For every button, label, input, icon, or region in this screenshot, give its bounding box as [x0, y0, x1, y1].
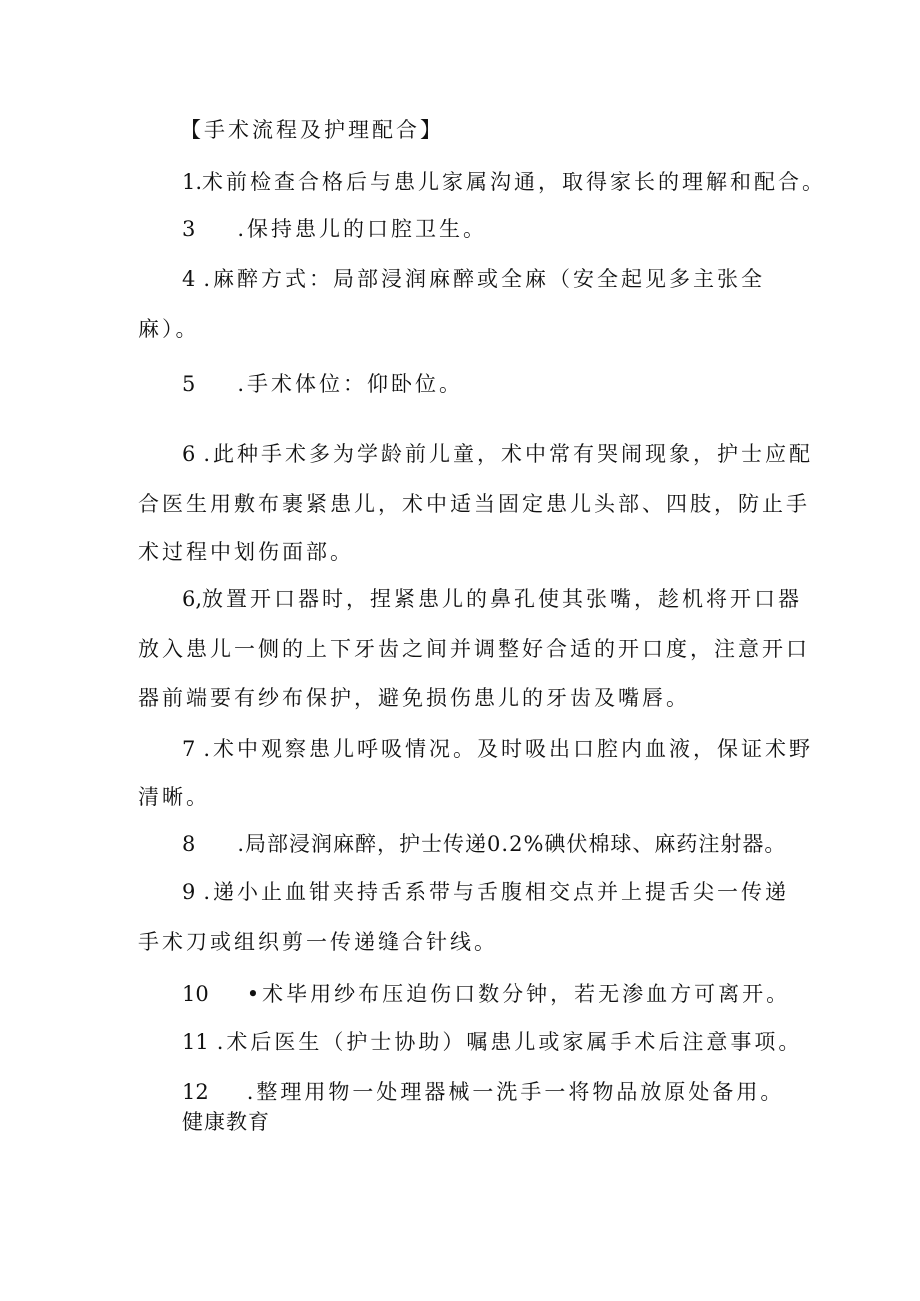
item-text: .手术体位：仰卧位。 — [237, 372, 464, 396]
item-text: .局部浸润麻醉，护士传递0.2%碘伏棉球、麻药注射器。 — [237, 832, 787, 856]
list-item-continuation: 清晰。 — [138, 785, 210, 809]
list-item-continuation: 器前端要有纱布保护，避免损伤患儿的牙齿及嘴唇。 — [138, 686, 690, 710]
list-item — [182, 585, 802, 613]
item-number: 12 — [182, 1080, 209, 1104]
item-number: 6 — [182, 442, 196, 466]
list-item-continuation: 术过程中划伤面部。 — [138, 540, 354, 564]
item-text: .保持患儿的口腔卫生。 — [237, 217, 488, 241]
item-text: 放置开口器时，捏紧患儿的鼻孔使其张嘴，趁机将开口器 — [202, 587, 803, 611]
list-item — [182, 265, 765, 293]
list-item — [182, 1078, 784, 1106]
item-number: 7 — [182, 737, 196, 761]
item-number: 4 — [182, 267, 196, 291]
item-number: 3 — [182, 217, 196, 241]
list-item — [182, 878, 789, 906]
item-text: .整理用物一处理器械一洗手一将物品放原处备用。 — [246, 1080, 785, 1104]
item-text: .麻醉方式：局部浸润麻醉或全麻（安全起见多主张全 — [203, 267, 766, 291]
item-text: •术毕用纱布压迫伤口数分钟，若无渗血方可离开。 — [246, 982, 791, 1006]
item-number: 8 — [182, 832, 196, 856]
item-number: 6, — [182, 587, 203, 611]
item-number: 9 — [182, 880, 196, 904]
item-number: 5 — [182, 372, 196, 396]
item-number: 1. — [182, 170, 203, 194]
item-text: .术后医生（护士协助）嘱患儿或家属手术后注意事项。 — [216, 1030, 803, 1054]
section-heading: 【手术流程及护理配合】 — [180, 118, 444, 142]
item-text: .术中观察患儿呼吸情况。及时吸出口腔内血液，保证术野 — [203, 737, 814, 761]
list-item — [182, 168, 826, 196]
list-item — [182, 830, 786, 858]
list-item — [182, 980, 790, 1008]
item-text: .此种手术多为学龄前儿童，术中常有哭闹现象，护士应配 — [203, 442, 814, 466]
list-item — [182, 1028, 802, 1056]
list-item-continuation: 手术刀或组织剪一传递缝合针线。 — [138, 930, 498, 954]
item-number: 10 — [182, 982, 209, 1006]
list-item-continuation: 麻）。 — [138, 317, 200, 341]
item-text: .递小止血钳夹持舌系带与舌腹相交点并上提舌尖一传递 — [203, 880, 790, 904]
item-text: 术前检查合格后与患儿家属沟通，取得家长的理解和配合。 — [202, 170, 827, 194]
list-item-continuation: 合医生用敷布裹紧患儿，术中适当固定患儿头部、四肢，防止手 — [138, 492, 810, 516]
footer-heading: 健康教育 — [182, 1110, 270, 1134]
list-item — [182, 215, 487, 243]
list-item — [182, 440, 813, 468]
list-item — [182, 370, 463, 398]
list-item — [182, 735, 813, 763]
list-item-continuation: 放入患儿一侧的上下牙齿之间并调整好合适的开口度，注意开口 — [138, 637, 810, 661]
item-number: 11 — [182, 1030, 209, 1054]
